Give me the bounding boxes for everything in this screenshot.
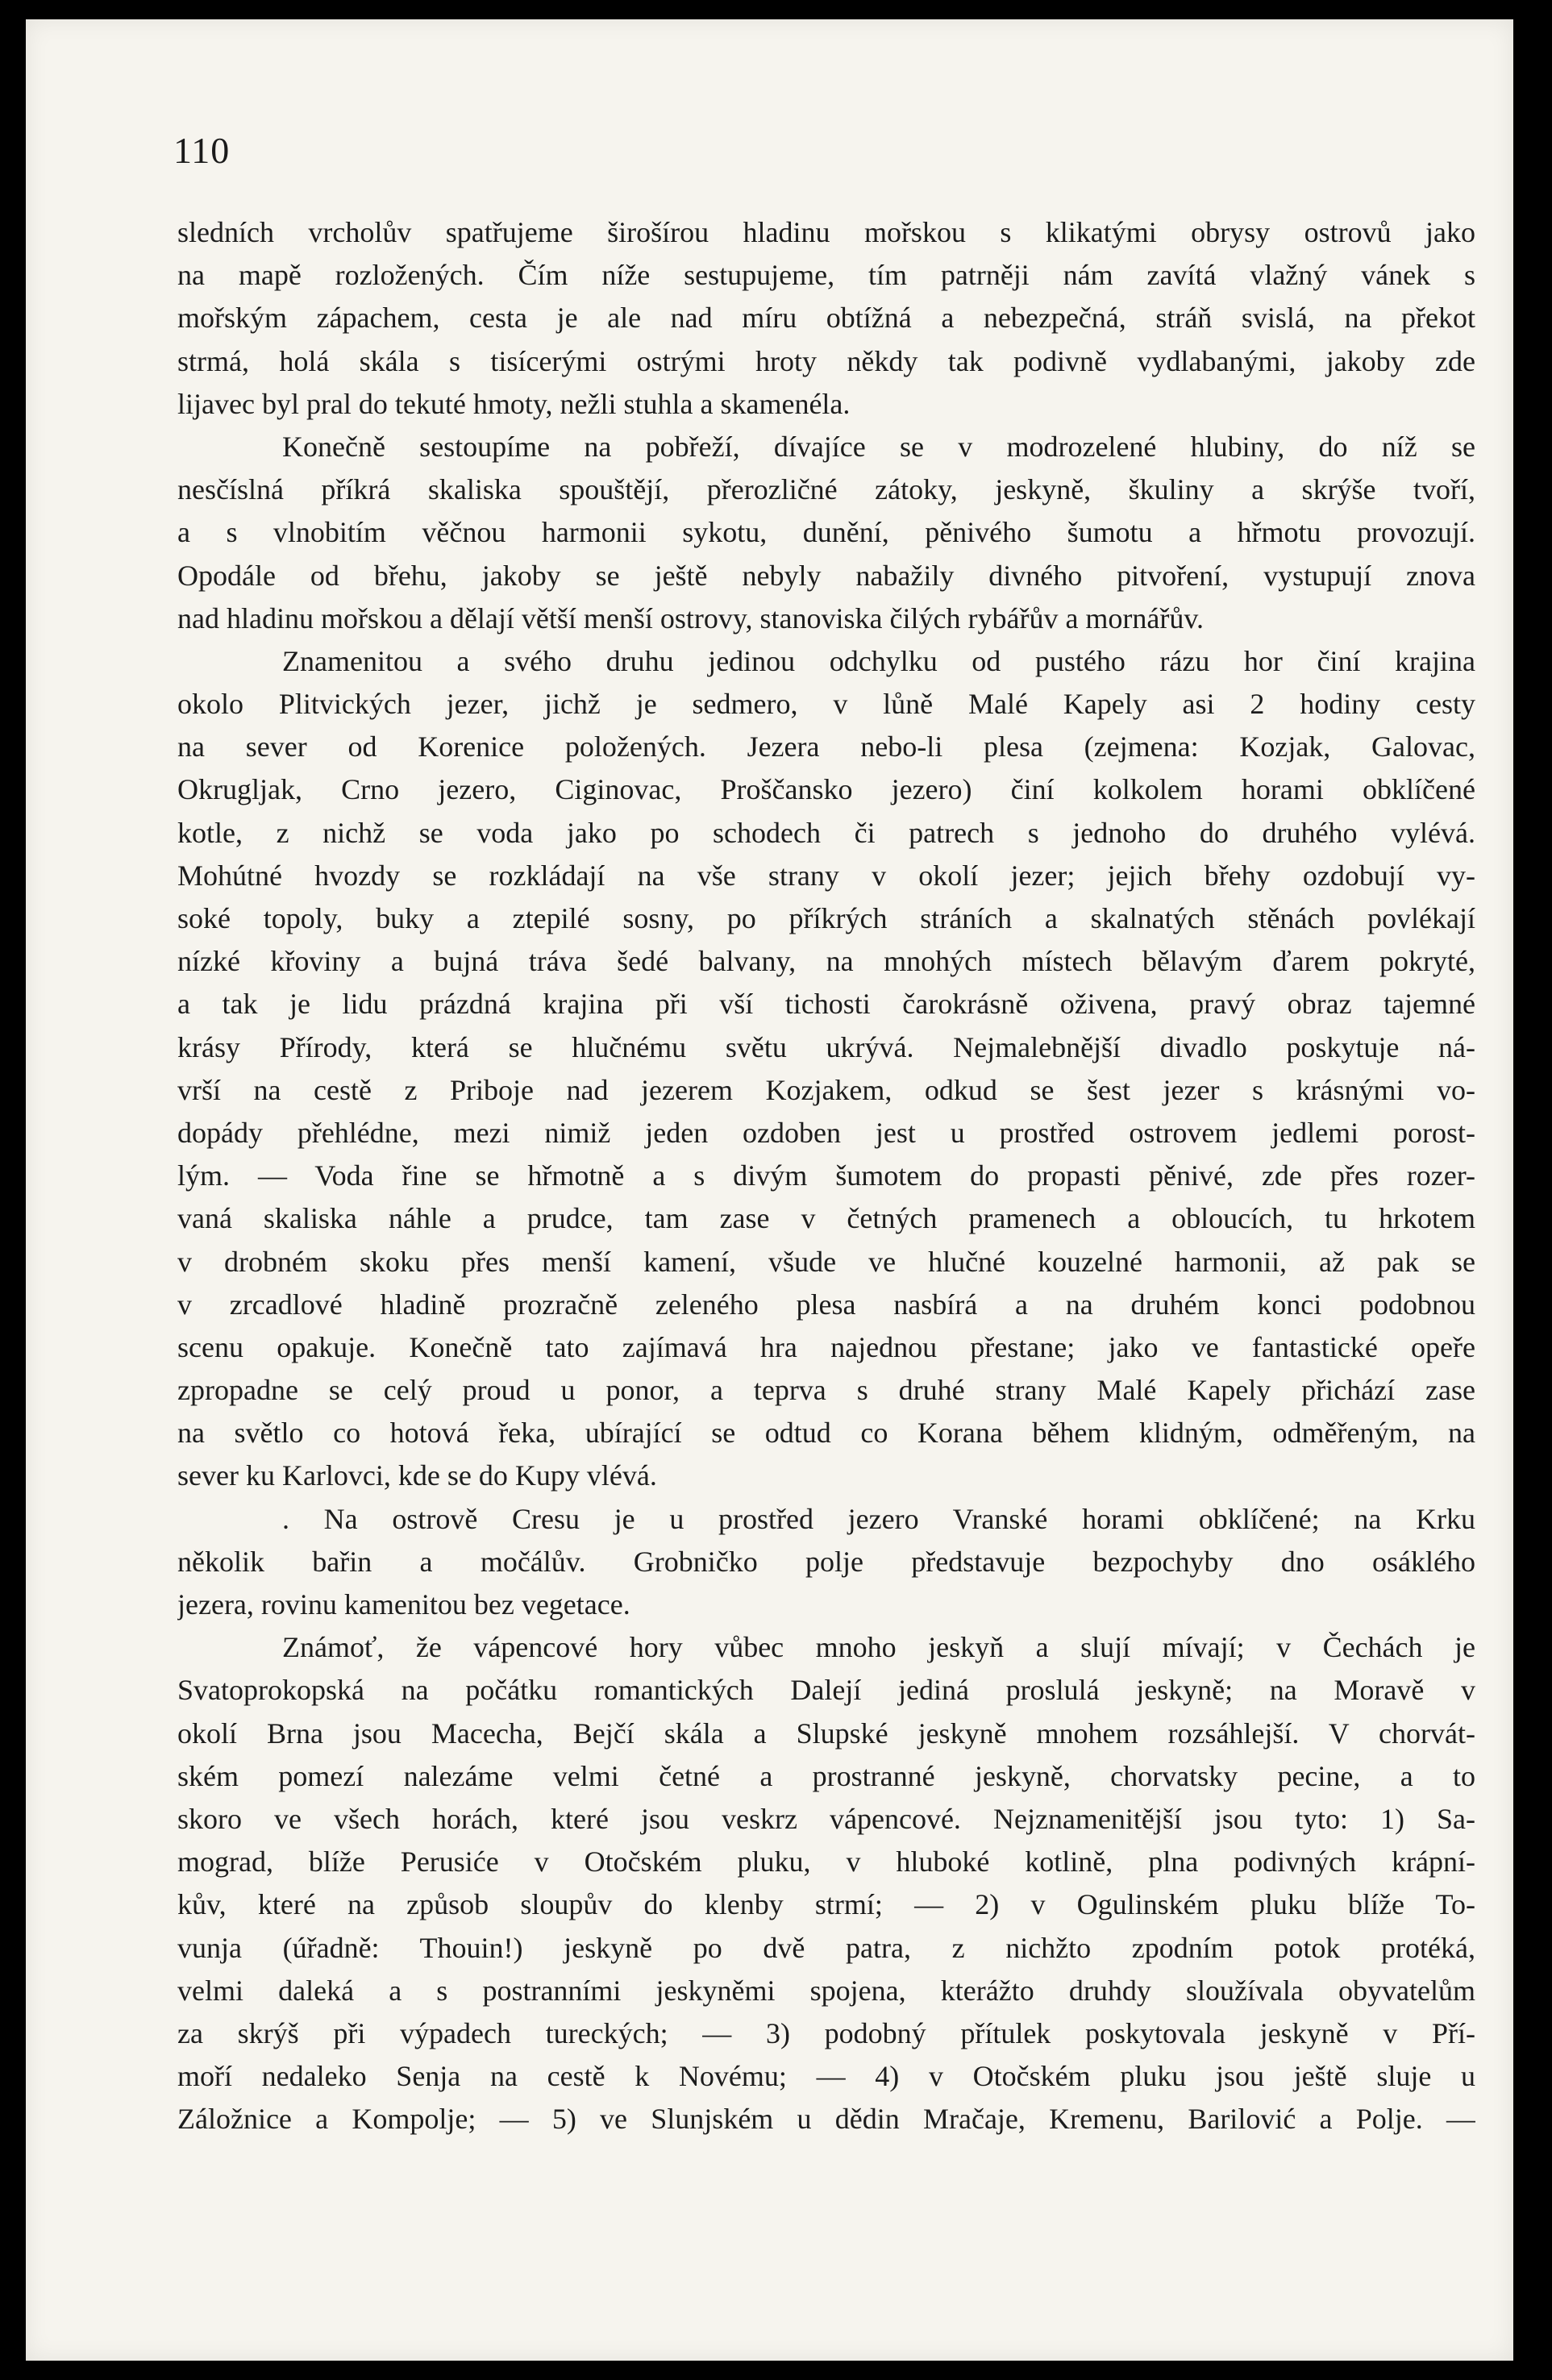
text-line: scenu opakuje. Konečně tato zajímavá hra najednou přestane; jako ve fantastické opeře xyxy=(177,1330,1475,1363)
scan-border xyxy=(1513,0,1552,2380)
text-line: dopády přehlédne, mezi nimiž jeden ozdoben jest u prostřed ostrovem jedlemi porost- xyxy=(177,1116,1475,1149)
text-line: strmá, holá skála s tisícerými ostrými hroty někdy tak podivně vydlabanými, jakoby zde xyxy=(177,344,1475,377)
text-line: zpropadne se celý proud u ponor, a teprva s druhé strany Malé Kapely přichází zase xyxy=(177,1374,1475,1407)
text-line: vrší na cestě z Priboje nad jezerem Kozjakem, odkud se šest jezer s krásnými vo- xyxy=(177,1073,1475,1106)
text-line: na sever od Korenice položených. Jezera nebo-li plesa (zejmena: Kozjak, Galovac, xyxy=(177,730,1475,764)
text-line: kův, které na způsob sloupův do klenby strmí; — 2) v Ogulinském pluku blíže To- xyxy=(177,1888,1475,1921)
text-line: v drobném skoku přes menší kamení, všude ve hlučné kouzelné harmonii, až pak se xyxy=(177,1245,1475,1278)
text-line: kotle, z nichž se voda jako po schodech či patrech s jednoho do druhého vylévá. xyxy=(177,816,1475,849)
text-line: na světlo co hotová řeka, ubírající se odtud co Korana během klidným, odměřeným, na xyxy=(177,1417,1475,1450)
text-line: sledních vrcholův spatřujeme širošírou hladinu mořskou s klikatými obrysy ostrovů jako xyxy=(177,216,1475,248)
text-line: na mapě rozložených. Čím níže sestupujeme, tím patrněji nám zavítá vlažný vánek s xyxy=(177,259,1475,292)
text-line: Mohútné hvozdy se rozkládají na vše strany v okolí jezer; jejich břehy ozdobují vy- xyxy=(177,859,1475,892)
body-text xyxy=(177,211,1475,2141)
text-line: a s vlnobitím věčnou harmonii sykotu, dunění, pěnivého šumotu a hřmotu provozují. xyxy=(177,516,1475,549)
text-line: nesčíslná příkrá skaliska spouštějí, přerozličné zátoky, jeskyně, škuliny a skrýše tvoří, xyxy=(177,473,1475,506)
text-line: Záložnice a Kompolje; — 5) ve Slunjském u dědin Mračaje, Kremenu, Barilović a Polje. — xyxy=(177,2103,1475,2136)
text-line: Známoť, že vápencové hory vůbec mnoho jeskyň a slují mívají; v Čechách je xyxy=(282,1631,1475,1664)
page-number: 110 xyxy=(173,130,231,171)
text-line: Znamenitou a svého druhu jedinou odchylku od pustého rázu hor činí krajina xyxy=(282,644,1475,677)
text-line: mořským zápachem, cesta je ale nad míru obtížná a nebezpečná, stráň svislá, na překot xyxy=(177,302,1475,335)
text-line: za skrýš při výpadech tureckých; — 3) podobný přítulek poskytovala jeskyně v Pří- xyxy=(177,2016,1475,2049)
text-line: nízké křoviny a bujná tráva šedé balvany, na mnohých místech bělavým ďarem pokryté, xyxy=(177,945,1475,978)
text-line: ském pomezí nalezáme velmi četné a prostranné jeskyně, chorvatsky pecine, a to xyxy=(177,1759,1475,1792)
text-line: soké topoly, buky a ztepilé sosny, po příkrých stráních a skalnatých stěnách povlékají xyxy=(177,902,1475,934)
text-line: Konečně sestoupíme na pobřeží, dívajíce se v modrozelené hlubiny, do níž se xyxy=(282,430,1475,463)
text-line: krásy Přírody, která se hlučnému světu ukrývá. Nejmalebnější divadlo poskytuje ná- xyxy=(177,1030,1475,1063)
text-line: vaná skaliska náhle a prudce, tam zase v četných pramenech a obloucích, tu hrkotem xyxy=(177,1202,1475,1235)
text-line: nad hladinu mořskou a dělají větší menší ostrovy, stanoviska čilých rybářův a mornářův. xyxy=(177,601,1205,635)
text-line: několik bařin a močálův. Grobničko polje představuje bezpochyby dno osáklého xyxy=(177,1545,1475,1578)
text-line: jezera, rovinu kamenitou bez vegetace. xyxy=(177,1588,630,1621)
text-line: mograd, blíže Perusiće v Otočském pluku, v hluboké kotlině, plna podivných krápní- xyxy=(177,1845,1475,1879)
text-line: vunja (úřadně: Thouin!) jeskyně po dvě patra, z nichžto zpodním potok protéká, xyxy=(177,1931,1475,1964)
text-line: lým. — Voda řine se hřmotně a s divým šumotem do propasti pěnivé, zde přes rozer- xyxy=(177,1159,1475,1192)
text-line: v zrcadlové hladině prozračně zeleného plesa nasbírá a na druhém konci podobnou xyxy=(177,1288,1475,1321)
text-line: Okrugljak, Crno jezero, Ciginovac, Proščansko jezero) činí kolkolem horami obklíčené xyxy=(177,773,1475,806)
text-line: skoro ve všech horách, které jsou veskrz vápencové. Nejznamenitější jsou tyto: 1) Sa- xyxy=(177,1802,1475,1835)
text-line: okolo Plitvických jezer, jichž je sedmero, v lůně Malé Kapely asi 2 hodiny cesty xyxy=(177,688,1475,721)
text-line: Opodále od břehu, jakoby se ještě nebyly nabažily divného pitvoření, vystupují znova xyxy=(177,559,1475,592)
text-line: velmi daleká a s postranními jeskyněmi spojena, kterážto druhdy sloužívala obyvatelům xyxy=(177,1974,1475,2007)
text-line: lijavec byl pral do tekuté hmoty, nežli stuhla a skamenéla. xyxy=(177,387,851,420)
book-page xyxy=(26,19,1513,2361)
text-line: Svatoprokopská na počátku romantických Dalejí jediná proslulá jeskyně; na Moravě v xyxy=(177,1674,1475,1707)
text-line: a tak je lidu prázdná krajina při vší tichosti čarokrásně oživena, pravý obraz tajemné xyxy=(177,988,1475,1021)
text-line: . Na ostrově Cresu je u prostřed jezero Vranské horami obklíčené; na Krku xyxy=(282,1502,1475,1535)
text-line: moří nedaleko Senja na cestě k Novému; — 4) v Otočském pluku jsou ještě sluje u xyxy=(177,2060,1475,2093)
text-line: okolí Brna jsou Macecha, Bejčí skála a Slupské jeskyně mnohem rozsáhlejší. V chorvát- xyxy=(177,1716,1475,1750)
text-line: sever ku Karlovci, kde se do Kupy vlévá. xyxy=(177,1459,657,1492)
